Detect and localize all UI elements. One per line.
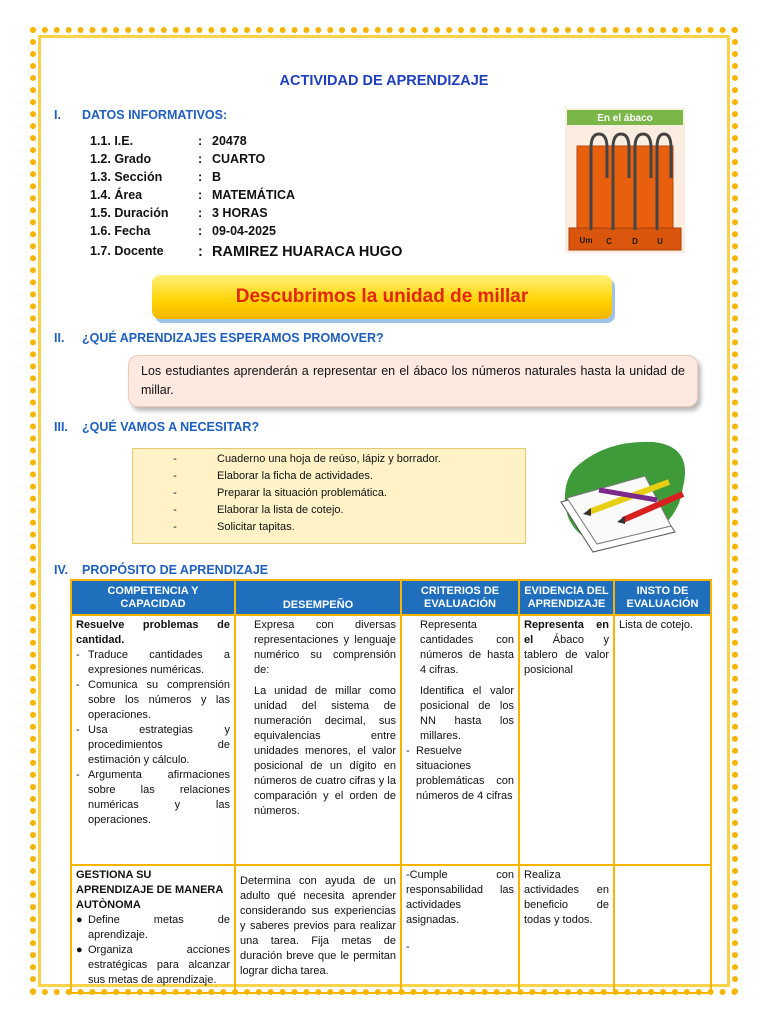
info-row-seccion: 1.3. Sección : B <box>90 170 222 184</box>
list-item: - Usa estrategias y procedimientos de estimación y cálculo. <box>76 724 230 766</box>
proposito-table <box>70 579 712 994</box>
document-title: ACTIVIDAD DE APRENDIZAJE <box>279 73 489 89</box>
info-row-fecha: 1.6. Fecha : 09-04-2025 <box>90 224 276 238</box>
materiales-box <box>132 448 526 544</box>
desempeno-cell: Expresa con diversas representaciones y lenguaje numérico su comprensión de: La unidad de millar como unidad del sistema de numeración decimal, sus equivalencias entre unidades menores, el valor posicional de un dígito en números de cuatro cifras y la comparación y el orden de números. <box>235 615 401 865</box>
criterios-cell: Representa cantidades con números de hasta 4 cifras. Identifica el valor posicional de los NN hasta los millares. - Resuelve situaciones problemáticas con números de 4 cifras <box>401 615 519 865</box>
instrumento-cell <box>614 865 711 993</box>
list-item: ● Define metas de aprendizaje. <box>76 914 230 941</box>
section-2-heading: II. ¿QUÉ APRENDIZAJES ESPERAMOS PROMOVER? <box>54 331 384 345</box>
info-row-docente: 1.7. Docente : RAMIREZ HUARACA HUGO <box>90 244 403 260</box>
list-item: - Cuaderno una hoja de reúso, lápiz y borrador. <box>173 453 441 465</box>
datos-informativos <box>90 134 402 262</box>
section-3-heading: III. ¿QUÉ VAMOS A NECESITAR? <box>54 420 260 434</box>
list-item: ● Organiza acciones estratégicas para alcanzar sus metas de aprendizaje. <box>76 944 230 986</box>
papers-pencils-clipart <box>553 440 693 555</box>
competencia-cell: GESTIONA SU APRENDIZAJE DE MANERA AUTÒNOMA ● Define metas de aprendizaje. ● Organiza acciones estratégicas para alcanzar sus metas de aprendizaje. <box>71 865 235 993</box>
list-item: - Elaborar la lista de cotejo. <box>173 504 344 516</box>
section-number: I. <box>54 108 61 122</box>
section-4-heading: IV. PROPÓSITO DE APRENDIZAJE <box>54 563 269 577</box>
info-row-duracion: 1.5. Duración : 3 HORAS <box>90 206 268 220</box>
list-item: - Traduce cantidades a expresiones numéricas. <box>76 649 230 676</box>
table-row <box>71 865 711 993</box>
list-item: - Argumenta afirmaciones sobre las relaciones numéricas y las operaciones. <box>76 769 230 826</box>
info-row-ie: 1.1. I.E. : 20478 <box>90 134 247 148</box>
competencia-cell: Resuelve problemas de cantidad. - Traduce cantidades a expresiones numéricas. - Comunica su comprensión sobre los números y las operaciones. - Usa estrategias y procedimientos de estimación y cálculo. - Argumenta afirmaciones sobre las relaciones numéricas y las operaciones. <box>71 615 235 865</box>
abacus-label-um: Um <box>579 236 593 245</box>
column-header: INSTO DE EVALUACIÓN <box>614 580 711 615</box>
table-header-row <box>71 580 711 615</box>
abacus-label-c: C <box>606 237 612 246</box>
desempeno-cell: Determina con ayuda de un adulto qué necesita aprender considerando sus experiencias y saberes previos para realizar una tarea. Fija metas de duración breve que le permitan lograr dicha tarea. <box>235 865 401 993</box>
list-item: - Elaborar la ficha de actividades. <box>173 470 373 482</box>
abacus-title: En el ábaco <box>597 113 653 124</box>
activity-banner <box>152 275 612 319</box>
evidencia-cell: Representa en el Ábaco y tablero de valor posicional <box>519 615 614 865</box>
section-label: DATOS INFORMATIVOS: <box>82 108 228 122</box>
section-1-heading <box>54 108 227 122</box>
table-row <box>71 615 711 865</box>
column-header: EVIDENCIA DEL APRENDIZAJE <box>519 580 614 615</box>
criterios-cell: -Cumple con responsabilidad las actividades asignadas. - <box>401 865 519 993</box>
list-item: - Solicitar tapitas. <box>173 521 295 533</box>
column-header: CRITERIOS DE EVALUACIÓN <box>401 580 519 615</box>
list-item: - Comunica su comprensión sobre los números y las operaciones. <box>76 679 230 721</box>
instrumento-cell: Lista de cotejo. <box>614 615 711 865</box>
evidencia-cell: Realiza actividades en beneficio de todas y todos. <box>519 865 614 993</box>
abacus-label-u: U <box>657 237 663 246</box>
aprendizaje-box: Los estudiantes aprenderán a representar en el ábaco los números naturales hasta la unidad de millar. <box>128 355 698 407</box>
banner-text: Descubrimos la unidad de millar <box>235 286 529 307</box>
column-header: COMPETENCIA Y CAPACIDAD <box>71 580 235 615</box>
abacus-label-d: D <box>632 237 638 246</box>
column-header: DESEMPEÑO <box>235 580 401 615</box>
abacus-illustration <box>565 108 685 253</box>
list-item: - Preparar la situación problemática. <box>173 487 387 499</box>
info-row-area: 1.4. Área : MATEMÁTICA <box>90 188 296 202</box>
info-row-grado: 1.2. Grado : CUARTO <box>90 152 266 166</box>
